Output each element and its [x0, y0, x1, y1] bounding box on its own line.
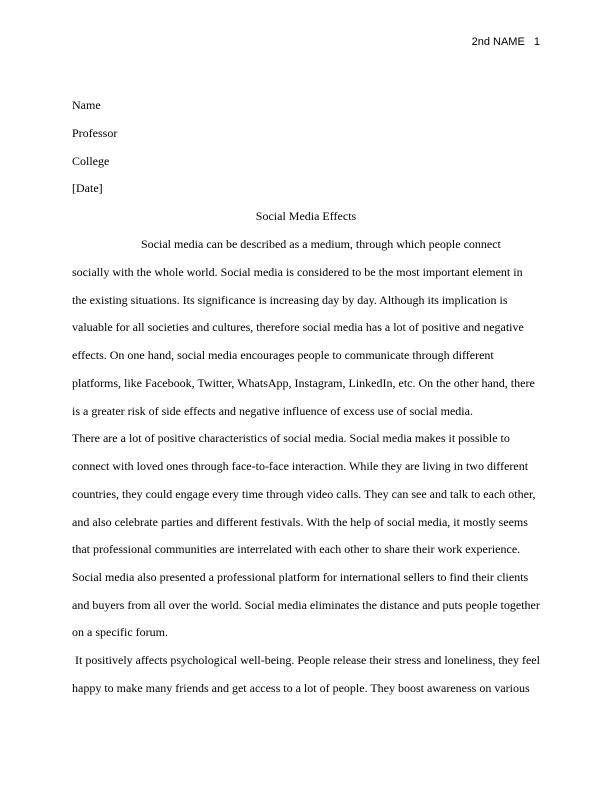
body-line: is a greater risk of side effects and negative influence of excess use of social media.	[72, 404, 473, 418]
body-line: socially with the whole world. Social media is considered to be the most important element in	[72, 265, 523, 279]
body-line: Social media can be described as a medium, through which people connect	[141, 237, 501, 251]
body-line: There are a lot of positive characteristics of social media. Social media makes it possible to	[72, 431, 510, 445]
body-line: and buyers from all over the world. Social media eliminates the distance and puts people together	[72, 598, 540, 612]
body-line: platforms, like Facebook, Twitter, WhatsApp, Instagram, LinkedIn, etc. On the other hand, there	[72, 376, 535, 390]
college-name: College	[72, 154, 110, 168]
body-line: connect with loved ones through face-to-face interaction. While they are living in two different	[72, 459, 529, 473]
student-name: Name	[72, 98, 101, 112]
body-line: countries, they could engage every time through video calls. They can see and talk to each other,	[72, 487, 536, 501]
page-number: 1	[533, 36, 540, 48]
running-head-name: 2nd NAME	[471, 36, 525, 48]
body-line: valuable for all societies and cultures, therefore social media has a lot of positive and negative	[72, 320, 524, 334]
body-line: It positively affects psychological well-being. People release their stress and loneliness, they feel	[72, 653, 540, 667]
document-title: Social Media Effects	[255, 209, 357, 223]
body-line: happy to make many friends and get access to a lot of people. They boost awareness on various	[72, 681, 530, 695]
body-line: effects. On one hand, social media encourages people to communicate through different	[72, 348, 494, 362]
body-line: that professional communities are interrelated with each other to share their work experience.	[72, 542, 521, 556]
date: [Date]	[72, 181, 103, 195]
body-line: and also celebrate parties and different festivals. With the help of social media, it mostly seems	[72, 515, 528, 529]
body-line: Social media also presented a professional platform for international sellers to find their clients	[72, 570, 529, 584]
professor-name: Professor	[72, 126, 118, 140]
body-line: on a specific forum.	[72, 625, 168, 639]
running-header	[472, 36, 540, 48]
body-line: the existing situations. Its significance is increasing day by day. Although its implication is	[72, 293, 508, 307]
